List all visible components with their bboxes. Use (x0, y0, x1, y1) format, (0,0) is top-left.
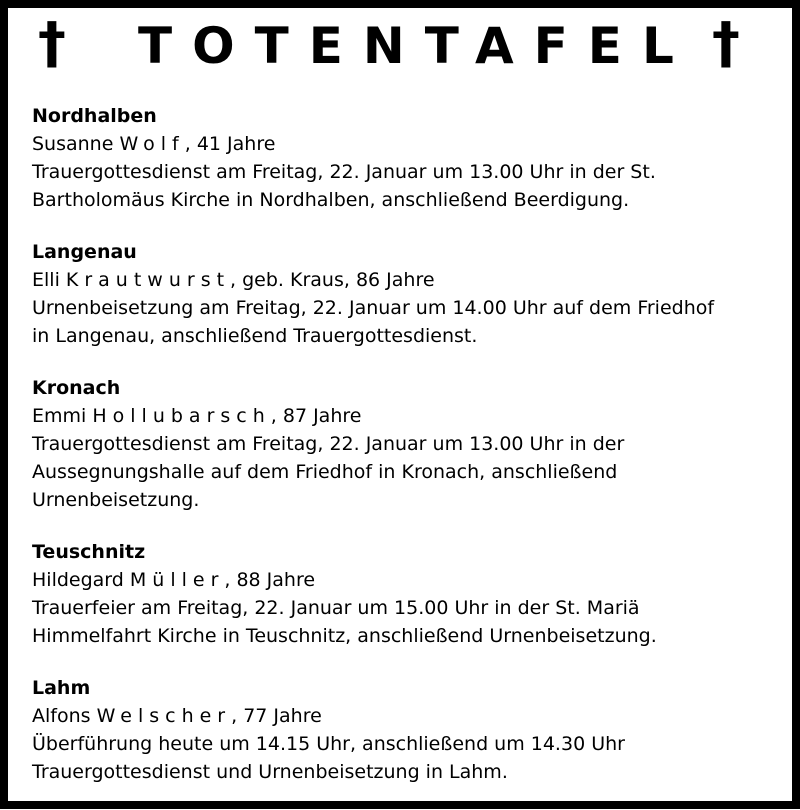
person-firstname: Elli (32, 269, 60, 291)
person-details: , 77 Jahre (231, 705, 322, 727)
service-detail-line: Überführung heute um 14.15 Uhr, anschließend um 14.30 Uhr (32, 733, 625, 755)
person-firstname: Alfons (32, 705, 91, 727)
person-firstname: Hildegard (32, 569, 124, 591)
obituary-entry (32, 102, 792, 214)
obituary-entry (32, 538, 792, 650)
person-line (32, 402, 792, 430)
person-line (32, 266, 792, 294)
service-detail-line: Urnenbeisetzung. (32, 489, 200, 511)
person-surname: Wolf (119, 133, 185, 155)
place-heading: Kronach (32, 377, 121, 399)
person-surname: Hollubarsch (92, 405, 271, 427)
place-heading: Langenau (32, 241, 137, 263)
person-surname: Krautwurst (65, 269, 231, 291)
person-line (32, 702, 792, 730)
person-surname: Müller (129, 569, 225, 591)
service-detail-line: Aussegnungshalle auf dem Friedhof in Kronach, anschließend (32, 461, 618, 483)
person-firstname: Susanne (32, 133, 114, 155)
person-line (32, 130, 792, 158)
service-detail-line: Urnenbeisetzung am Freitag, 22. Januar um 14.00 Uhr auf dem Friedhof (32, 297, 715, 319)
place-heading: Teuschnitz (32, 541, 146, 563)
service-detail-line: Trauergottesdienst am Freitag, 22. Januar um 13.00 Uhr in der St. (32, 161, 656, 183)
obituary-entry (32, 374, 792, 514)
person-details: , 87 Jahre (270, 405, 362, 427)
page-title: TOTENTAFEL (138, 17, 694, 75)
cross-icon-right: † (712, 11, 740, 76)
service-detail-line: Himmelfahrt Kirche in Teuschnitz, anschließend Urnenbeisetzung. (32, 625, 657, 647)
person-line (32, 566, 792, 594)
person-firstname: Emmi (32, 405, 87, 427)
service-detail-line: Trauerfeier am Freitag, 22. Januar um 15.00 Uhr in der St. Mariä (32, 597, 640, 619)
header (8, 12, 792, 84)
person-surname: Welscher (96, 705, 232, 727)
service-detail-line: in Langenau, anschließend Trauergottesdienst. (32, 325, 478, 347)
person-details: , 88 Jahre (224, 569, 316, 591)
person-details: , 41 Jahre (184, 133, 276, 155)
entries-list (32, 102, 792, 810)
place-heading: Nordhalben (32, 105, 157, 127)
obituary-entry (32, 674, 792, 786)
obituary-entry (32, 238, 792, 350)
service-detail-line: Trauergottesdienst am Freitag, 22. Januar um 13.00 Uhr in der (32, 433, 625, 455)
person-details: , geb. Kraus, 86 Jahre (230, 269, 435, 291)
service-detail-line: Bartholomäus Kirche in Nordhalben, anschließend Beerdigung. (32, 189, 630, 211)
cross-icon-left: † (38, 11, 66, 76)
service-detail-line: Trauergottesdienst und Urnenbeisetzung in Lahm. (32, 761, 508, 783)
place-heading: Lahm (32, 677, 91, 699)
